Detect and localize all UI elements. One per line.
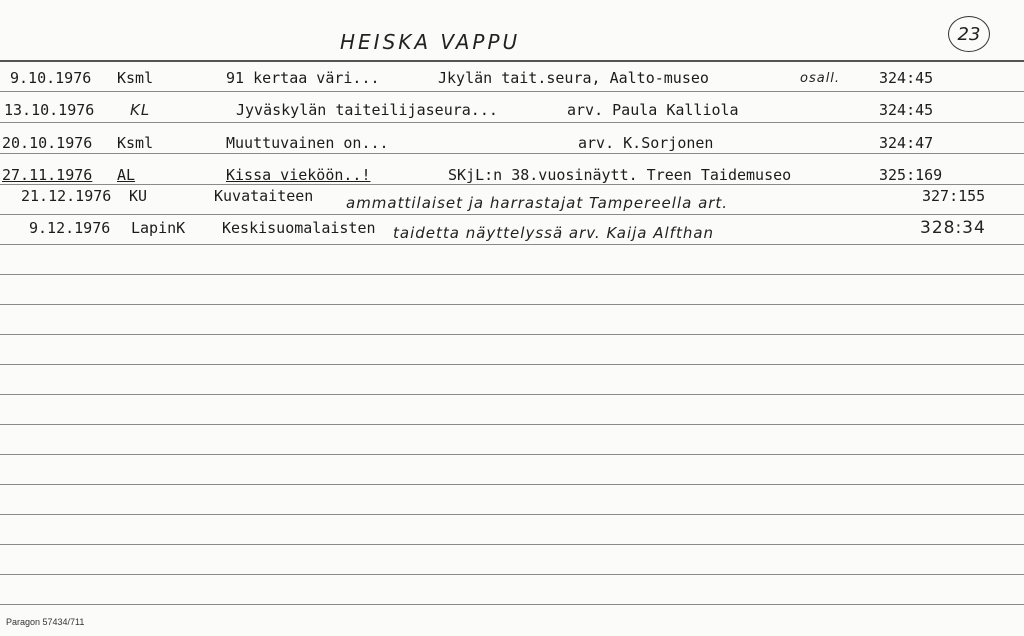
rule-line bbox=[0, 91, 1024, 92]
rule-line bbox=[0, 214, 1024, 215]
entry-note: arv. Paula Kalliola bbox=[567, 101, 739, 119]
rule-line bbox=[0, 454, 1024, 455]
entry-ref: 328:34 bbox=[920, 218, 986, 238]
rule-line bbox=[0, 514, 1024, 515]
entry-date: 9.10.1976 bbox=[10, 69, 92, 87]
entry-note: SKjL:n 38.vuosinäytt. Treen Taidemuseo bbox=[448, 166, 792, 184]
rule-line bbox=[0, 424, 1024, 425]
entry-source: KL bbox=[130, 101, 151, 119]
card-number: 23 bbox=[948, 16, 990, 52]
entry-ref: 327:155 bbox=[922, 187, 986, 205]
entry-ref: 325:169 bbox=[879, 166, 943, 184]
rule-line bbox=[0, 304, 1024, 305]
entry-note: arv. K.Sorjonen bbox=[578, 134, 714, 152]
entry-title: Keskisuomalaisten bbox=[222, 219, 376, 237]
entry-date: 9.12.1976 bbox=[29, 219, 111, 237]
rule-line bbox=[0, 544, 1024, 545]
entry-title: Kuvataiteen bbox=[214, 187, 314, 205]
rule-line bbox=[0, 122, 1024, 123]
rule-line bbox=[0, 60, 1024, 62]
rule-line bbox=[0, 364, 1024, 365]
entry-ref: 324:45 bbox=[879, 101, 934, 119]
rule-line bbox=[0, 184, 1024, 185]
rule-line bbox=[0, 574, 1024, 575]
card-footer: Paragon 57434/711 bbox=[6, 617, 85, 627]
entry-source: LapinK bbox=[131, 219, 186, 237]
entry-date: 21.12.1976 bbox=[21, 187, 112, 205]
entry-date: 20.10.1976 bbox=[2, 134, 93, 152]
entry-handnote: osall. bbox=[800, 71, 841, 86]
entry-note: Jkylän tait.seura, Aalto-museo bbox=[438, 69, 709, 87]
entry-date: 27.11.1976 bbox=[2, 166, 93, 184]
card-heading: HEISKA VAPPU bbox=[340, 30, 521, 54]
rule-line bbox=[0, 484, 1024, 485]
entry-handnote: taidetta näyttelyssä arv. Kaija Alfthan bbox=[393, 224, 715, 242]
rule-line bbox=[0, 604, 1024, 605]
rule-line bbox=[0, 274, 1024, 275]
entry-ref: 324:45 bbox=[879, 69, 934, 87]
entry-source: Ksml bbox=[117, 134, 154, 152]
entry-title: Kissa vieköön..! bbox=[226, 166, 371, 184]
rule-line bbox=[0, 244, 1024, 245]
rule-line bbox=[0, 334, 1024, 335]
entry-title: 91 kertaa väri... bbox=[226, 69, 380, 87]
entry-handnote: ammattilaiset ja harrastajat Tampereella art. bbox=[346, 194, 729, 212]
rule-line bbox=[0, 153, 1024, 154]
entry-date: 13.10.1976 bbox=[4, 101, 95, 119]
entry-ref: 324:47 bbox=[879, 134, 934, 152]
entry-source: Ksml bbox=[117, 69, 154, 87]
entry-source: AL bbox=[117, 166, 136, 184]
entry-title: Jyväskylän taiteilijaseura... bbox=[236, 101, 498, 119]
entry-title: Muuttuvainen on... bbox=[226, 134, 389, 152]
rule-line bbox=[0, 394, 1024, 395]
entry-source: KU bbox=[129, 187, 148, 205]
